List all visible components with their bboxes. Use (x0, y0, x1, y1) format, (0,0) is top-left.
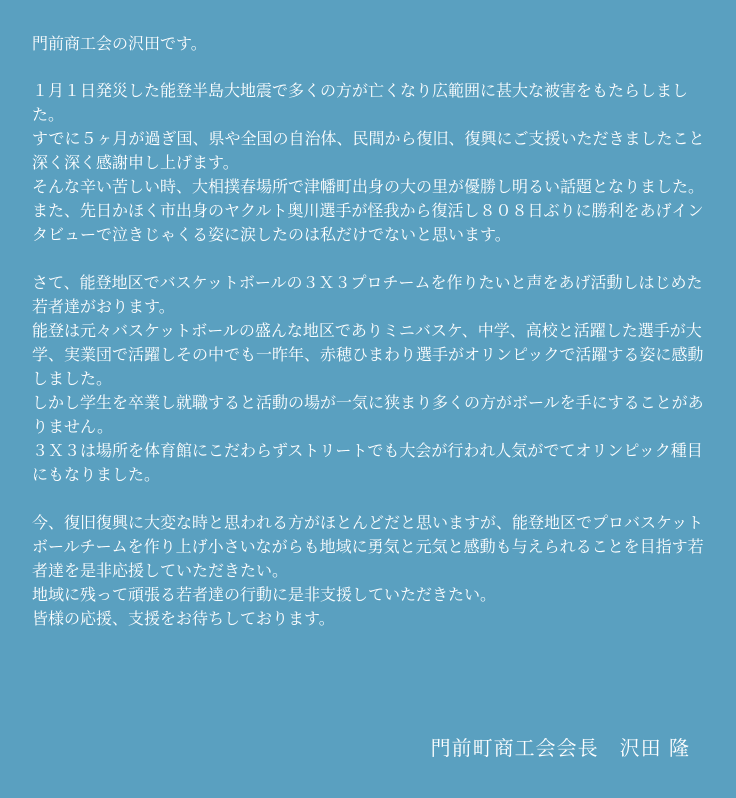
letter-paragraph-1: １月１日発災した能登半島大地震で多くの方が亡くなり広範囲に甚大な被害をもたらしました。 すでに５ヶ月が過ぎ国、県や全国の自治体、民間から復旧、復興にご支援いただきましたこと深く深く感謝申し上げます。 そんな辛い苦しい時、大相撲春場所で津幡町出身の大の里が優勝し明るい話題となりました。また、先日かほく市出身のヤクルト奥川選手が怪我から復活し８０８日ぶりに勝利をあげインタビューで泣きじゃくる姿に涙したのは私だけでないと思います。 (32, 81, 705, 244)
letter-paragraph-3: 今、復旧復興に大変な時と思われる方がほとんどだと思いますが、能登地区でプロバスケットボールチームを作り上げ小さいながらも地域に勇気と元気と感動も与えられることを目指す若者達を是非応援していただきたい。 地域に残って頑張る若者達の行動に是非支援していただきたい。 皆様の応援、支援をお待ちしております。 (32, 513, 704, 628)
letter-greeting: 門前商工会の沢田です。 (32, 34, 207, 53)
letter-paragraph-2: さて、能登地区でバスケットボールの３Ｘ３プロチームを作りたいと声をあげ活動しはじめた若者達がおります。 能登は元々バスケットボールの盛んな地区でありミニバスケ、中学、高校と活躍した選手が大学、実業団で活躍しその中でも一昨年、赤穂ひまわり選手がオリンピックで活躍する姿に感動しました。 しかし学生を卒業し就職すると活動の場が一気に狭まり多くの方がボールを手にすることがありません。 ３Ｘ３は場所を体育館にこだわらずストリートでも大会が行われ人気がでてオリンピック種目にもなりました。 (32, 273, 704, 484)
letter-signature: 門前町商工会会長 沢田 隆 (430, 736, 690, 760)
